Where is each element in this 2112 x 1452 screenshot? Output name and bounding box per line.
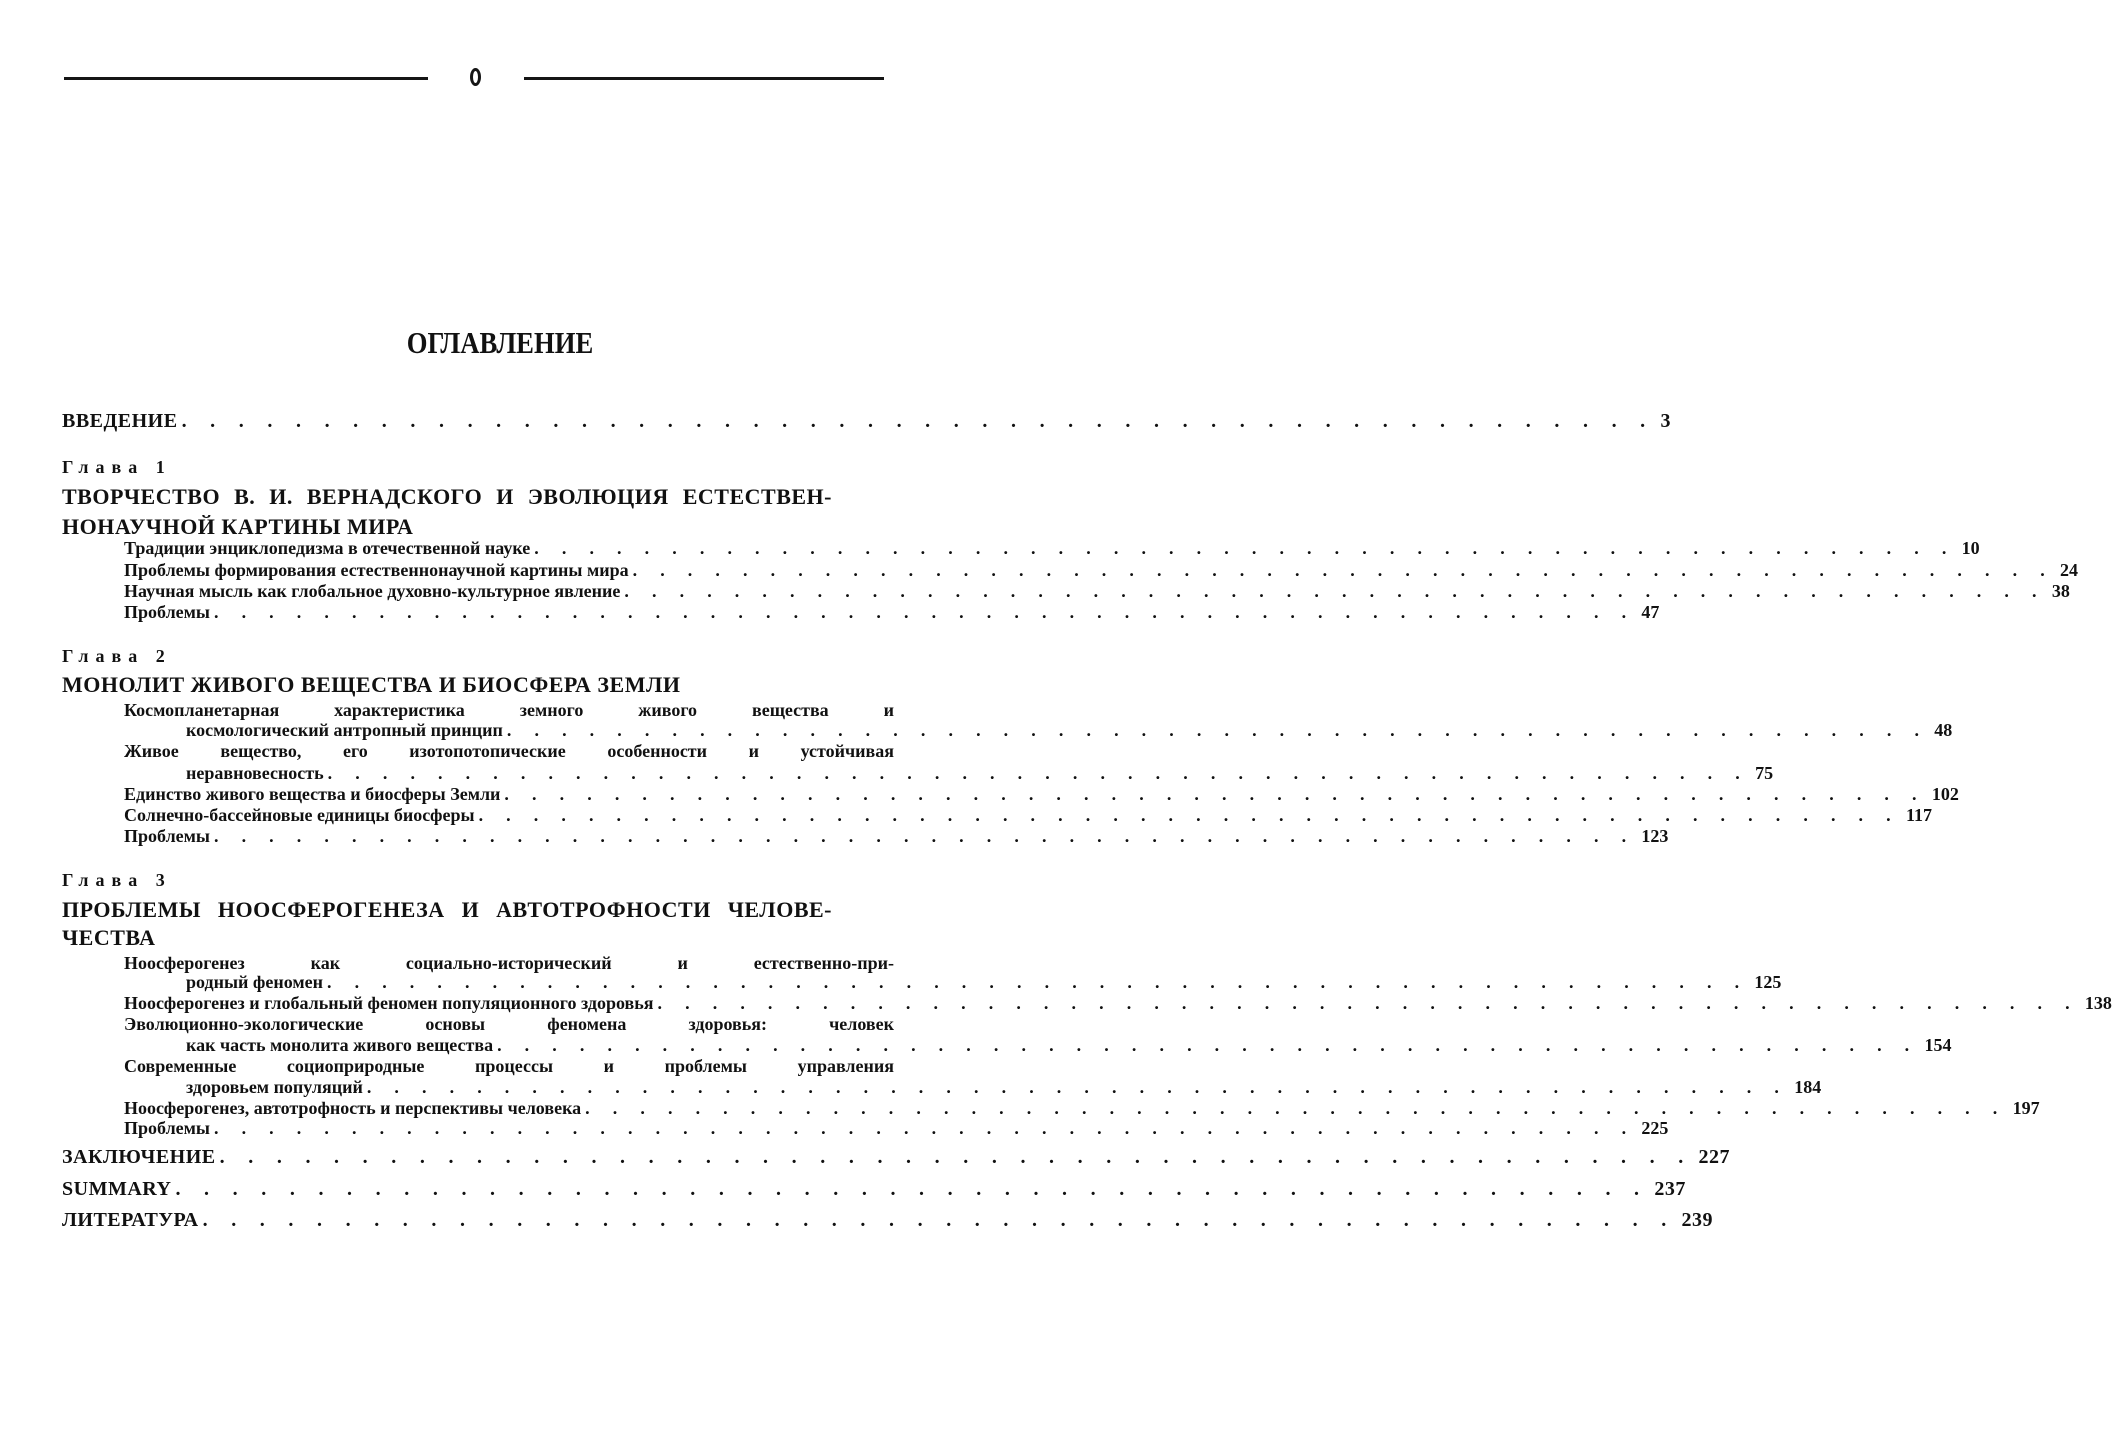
- toc-section-title: космологический антропный принцип: [186, 720, 503, 740]
- toc-section-title: Проблемы формирования естественнонаучной картины мира: [124, 560, 629, 580]
- toc-page-number: 3: [1660, 410, 1671, 432]
- toc-section-title: здоровьем популяций: [186, 1077, 363, 1097]
- leader-dots: . . . . . . . . . . . . . . . . . . . . . . . . . . . . . . . . . . . . . . . . . . . . . . . . . . . .: [366, 1077, 1789, 1097]
- toc-section[interactable]: [186, 720, 1953, 741]
- leader-dots: . . . . . . . . . . . . . . . . . . . . . . . . . . . . . . . . . . . . . . . . . . . . . . . . . . . .: [657, 993, 2079, 1013]
- toc-page-number: 24: [2060, 560, 2078, 580]
- chapter-title-line[interactable]: ЧЕСТВА: [62, 925, 156, 950]
- toc-section-title: неравновесность: [186, 763, 324, 783]
- toc-section-title: как часть монолита живого вещества: [186, 1035, 494, 1055]
- leader-dots: . . . . . . . . . . . . . . . . . . . . . . . . . . . . . . . . . . . . . . . . . . . . . . . . . . . .: [506, 720, 1929, 740]
- leader-dots: . . . . . . . . . . . . . . . . . . . . . . . . . . . . . . . . . . . . . . . . . . . . . . . . . . . .: [175, 1178, 1649, 1200]
- toc-section-line[interactable]: Современные социоприродные процессы и проблемы управления: [124, 1056, 894, 1076]
- toc-page-number: 102: [1931, 784, 1959, 804]
- leader-dots: . . . . . . . . . . . . . . . . . . . . . . . . . . . . . . . . . . . . . . . . . . . . . . . . . . . .: [504, 784, 1926, 804]
- toc-section-line[interactable]: Эволюционно-экологические основы феномена здоровья: человек: [124, 1014, 894, 1034]
- toc-section[interactable]: [124, 993, 2112, 1014]
- leader-dots: . . . . . . . . . . . . . . . . . . . . . . . . . . . . . . . . . . . . . . . . . . . . . . . . . . . .: [213, 602, 1636, 622]
- toc-page-number: 117: [1905, 805, 1932, 825]
- toc-page-number: 239: [1681, 1209, 1714, 1231]
- ornament-ring-icon: [470, 68, 481, 86]
- toc-page-number: 154: [1924, 1035, 1952, 1055]
- toc-page-number: 138: [2084, 993, 2112, 1013]
- toc-section[interactable]: [124, 602, 1660, 623]
- toc-section-title: Проблемы: [124, 602, 210, 622]
- ornament-rule-right: [524, 77, 884, 80]
- chapter-label: Глава 2: [62, 646, 172, 666]
- leader-dots: . . . . . . . . . . . . . . . . . . . . . . . . . . . . . . . . . . . . . . . . . . . . . . . . . . . .: [219, 1146, 1693, 1168]
- leader-dots: . . . . . . . . . . . . . . . . . . . . . . . . . . . . . . . . . . . . . . . . . . . . . . . . . . . .: [202, 1209, 1676, 1231]
- leader-dots: . . . . . . . . . . . . . . . . . . . . . . . . . . . . . . . . . . . . . . . . . . . . . . . . . . . .: [213, 826, 1636, 846]
- leader-dots: . . . . . . . . . . . . . . . . . . . . . . . . . . . . . . . . . . . . . . . . . . . . . . . . . . . .: [213, 1118, 1636, 1138]
- toc-section-title: Проблемы: [124, 1118, 210, 1138]
- toc-section[interactable]: [124, 1118, 1669, 1139]
- toc-entry-summary[interactable]: [62, 1178, 1686, 1201]
- toc-entry-intro[interactable]: [62, 410, 1671, 433]
- toc-section-title: Традиции энциклопедизма в отечественной науке: [124, 538, 531, 558]
- ornament-rule-left: [64, 77, 428, 80]
- toc-section-title: Ноосферогенез, автотрофность и перспективы человека: [124, 1098, 582, 1118]
- header-ornament: [0, 66, 1000, 90]
- chapter-title-line[interactable]: НОНАУЧНОЙ КАРТИНЫ МИРА: [62, 514, 414, 539]
- toc-page-number: 197: [2012, 1098, 2040, 1118]
- toc-section-line[interactable]: Ноосферогенез как социально-исторический и естественно-при-: [124, 953, 894, 973]
- toc-page-number: 237: [1654, 1178, 1686, 1200]
- leader-dots: . . . . . . . . . . . . . . . . . . . . . . . . . . . . . . . . . . . . . . . . . . . . . . . . . . . .: [327, 972, 1749, 992]
- toc-section[interactable]: [124, 805, 1932, 826]
- toc-page-number: 47: [1641, 602, 1660, 622]
- leader-dots: . . . . . . . . . . . . . . . . . . . . . . . . . . . . . . . . . . . . . . . . . . . . . . . . . . . .: [181, 410, 1655, 432]
- toc-section[interactable]: [124, 1098, 2040, 1119]
- leader-dots: . . . . . . . . . . . . . . . . . . . . . . . . . . . . . . . . . . . . . . . . . . . . . . . . . . . .: [585, 1098, 2007, 1118]
- toc-entry-title: ВВЕДЕНИЕ: [62, 410, 178, 432]
- chapter-label: Глава 1: [62, 457, 172, 477]
- toc-section[interactable]: [186, 763, 1774, 784]
- toc-section[interactable]: [124, 784, 1959, 805]
- chapter-title-line[interactable]: МОНОЛИТ ЖИВОГО ВЕЩЕСТВА И БИОСФЕРА ЗЕМЛИ: [62, 672, 681, 697]
- toc-page-number: 38: [2051, 581, 2070, 601]
- toc-section[interactable]: [124, 581, 2070, 602]
- toc-page-number: 184: [1794, 1077, 1822, 1097]
- leader-dots: . . . . . . . . . . . . . . . . . . . . . . . . . . . . . . . . . . . . . . . . . . . . . . . . . . . .: [478, 805, 1900, 825]
- toc-page-number: 125: [1754, 972, 1782, 992]
- toc-section[interactable]: [124, 826, 1669, 847]
- toc-section-title: родный феномен: [186, 972, 323, 992]
- toc-entry-conclusion[interactable]: [62, 1146, 1731, 1169]
- toc-page-number: 48: [1934, 720, 1953, 740]
- toc-section-line[interactable]: Космопланетарная характеристика земного живого вещества и: [124, 700, 894, 720]
- toc-page-number: 75: [1755, 763, 1774, 783]
- toc-section-title: Ноосферогенез и глобальный феномен популяционного здоровья: [124, 993, 654, 1013]
- leader-dots: . . . . . . . . . . . . . . . . . . . . . . . . . . . . . . . . . . . . . . . . . . . . . . . . . . . .: [327, 763, 1750, 783]
- toc-section-title: Научная мысль как глобальное духовно-культурное явление: [124, 581, 621, 601]
- toc-page-number: 227: [1698, 1146, 1731, 1168]
- leader-dots: . . . . . . . . . . . . . . . . . . . . . . . . . . . . . . . . . . . . . . . . . . . . . . . . . . . .: [534, 538, 1956, 558]
- toc-entry-title: SUMMARY: [62, 1178, 172, 1200]
- chapter-title-line[interactable]: ТВОРЧЕСТВО В. И. ВЕРНАДСКОГО И ЭВОЛЮЦИЯ ЕСТЕСТВЕН-: [62, 484, 832, 509]
- leader-dots: . . . . . . . . . . . . . . . . . . . . . . . . . . . . . . . . . . . . . . . . . . . . . . . . . . . .: [497, 1035, 1919, 1055]
- chapter-label: Глава 3: [62, 870, 172, 890]
- toc-page-number: 10: [1961, 538, 1980, 558]
- toc-section[interactable]: [186, 972, 1782, 993]
- toc-section[interactable]: [186, 1035, 1952, 1056]
- toc-section-title: Единство живого вещества и биосферы Земли: [124, 784, 501, 804]
- toc-section-line[interactable]: Живое вещество, его изотопотопические особенности и устойчивая: [124, 741, 894, 761]
- chapter-title-line[interactable]: ПРОБЛЕМЫ НООСФЕРОГЕНЕЗА И АВТОТРОФНОСТИ ЧЕЛОВЕ-: [62, 897, 832, 922]
- toc-section[interactable]: [124, 538, 1980, 559]
- toc-page-number: 225: [1641, 1118, 1669, 1138]
- page-title: ОГЛАВЛЕНИЕ: [406, 325, 594, 360]
- toc-section-title: Солнечно-бассейновые единицы биосферы: [124, 805, 475, 825]
- leader-dots: . . . . . . . . . . . . . . . . . . . . . . . . . . . . . . . . . . . . . . . . . . . . . . . . . . . .: [632, 560, 2054, 580]
- toc-page-number: 123: [1641, 826, 1669, 846]
- leader-dots: . . . . . . . . . . . . . . . . . . . . . . . . . . . . . . . . . . . . . . . . . . . . . . . . . . . .: [624, 581, 2046, 601]
- toc-section-title: Проблемы: [124, 826, 210, 846]
- toc-entry-title: ЗАКЛЮЧЕНИЕ: [62, 1146, 216, 1168]
- toc-entry-references[interactable]: [62, 1209, 1714, 1232]
- toc-section[interactable]: [186, 1077, 1822, 1098]
- toc-section[interactable]: [124, 560, 2078, 581]
- toc-entry-title: ЛИТЕРАТУРА: [62, 1209, 199, 1231]
